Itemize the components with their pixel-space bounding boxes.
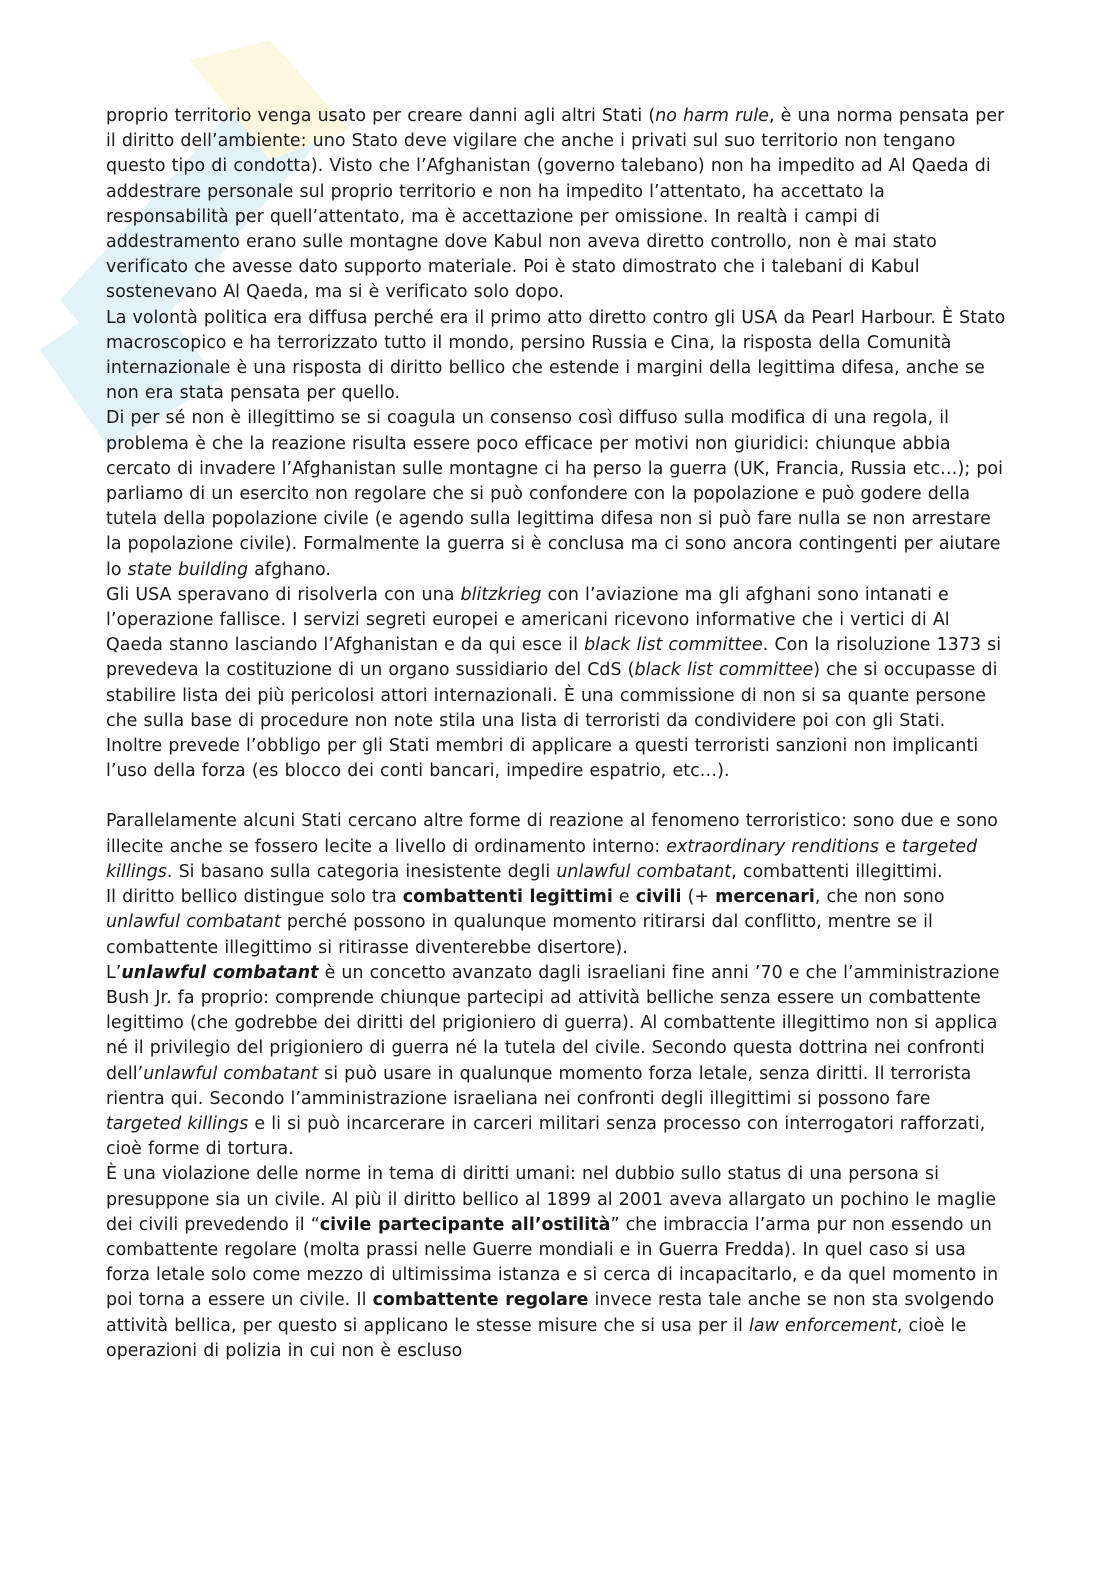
- italic-term: law enforcement: [749, 1315, 897, 1336]
- text-run: È una violazione delle norme in tema di diritti umani: nel dubbio sullo status di una persona si presuppone sia un civile. Al più il diritto bellico al 1899 al 2001 aveva allargato un pochino le maglie dei civili prevedendo il “: [106, 1164, 997, 1235]
- bold-term: civili: [635, 887, 682, 908]
- text-run: e li si può incarcerare in carceri militari senza processo con interrogatori rafforzati, cioè forme di tortura.: [106, 1113, 986, 1160]
- italic-term: state building: [127, 559, 249, 580]
- paragraph: [106, 406, 1006, 582]
- paragraph: [106, 306, 1006, 407]
- bold-term: combattenti legittimi: [402, 887, 613, 908]
- italic-term: unlawful combatant: [143, 1063, 319, 1084]
- text-run: e: [612, 887, 636, 908]
- paragraph: [106, 809, 1006, 885]
- paragraph: [106, 885, 1006, 961]
- italic-term: targeted killings: [106, 836, 978, 882]
- text-run: L’: [106, 962, 122, 983]
- paragraph: [106, 961, 1006, 1163]
- bold-term: mercenari: [715, 887, 815, 908]
- text-run: si può usare in qualunque momento forza letale, senza diritti. Il terrorista rientra qui. Secondo l’amministrazione israeliana nei confronti degli illegittimi si possono fare: [106, 1063, 972, 1109]
- text-run: ” che imbraccia l’arma pur non essendo un combattente regolare (molta prassi nelle Guerre mondiali e in Guerra Fredda). In quel caso si usa forza letale solo come mezzo di ultimissima istanza e si cerca di incapacitarlo, e da quel momento in poi torna a essere un civile. Il: [106, 1214, 999, 1311]
- italic-term: unlawful combatant: [556, 861, 732, 882]
- text-run: e: [879, 836, 902, 857]
- bold-term: civile partecipante all’ostilità: [319, 1214, 611, 1235]
- italic-term: targeted killings: [106, 1113, 249, 1134]
- paragraph: [106, 104, 1006, 306]
- paragraph: [106, 583, 1006, 785]
- text-run: Gli USA speravano di risolverla con una: [106, 584, 461, 605]
- italic-term: blitzkrieg: [460, 584, 542, 605]
- italic-term: extraordinary renditions: [666, 836, 880, 857]
- italic-term: black list committee: [584, 635, 763, 656]
- paragraph: [106, 1162, 1006, 1364]
- text-run: Parallelamente alcuni Stati cercano altre forme di reazione al fenomeno terroristico: sono due e sono illecite anche se fossero lecite a livello di ordinamento interno:: [106, 811, 998, 857]
- text-run: , che non sono: [814, 887, 945, 908]
- text-run: Di per sé non è illegittimo se si coagula un consenso così diffuso sulla modifica di una regola, il problema è che la reazione risulta essere poco efficace per motivi non giuridici: chiunque abbia cercato di invadere l’Afghanistan sulle montagne ci ha perso la guerra (UK, Francia, Russia etc…); poi parliamo di un esercito non regolare che si può confondere con la popolazione e può godere della tutela della popolazione civile (e agendo sulla legittima difesa non si può fare nulla se non arrestare la popolazione civile). Formalmente la guerra si è conclusa ma ci sono ancora contingenti per aiutare lo: [106, 408, 1003, 580]
- text-run: con l’aviazione ma gli afghani sono intanati e l’operazione fallisce. I servizi segreti europei e americani ricevono informative che i vertici di Al Qaeda stanno lasciando l’Afghanistan e da qui esce il: [106, 584, 950, 656]
- italic-term: unlawful combatant: [106, 912, 281, 933]
- italic-term: no harm rule: [655, 106, 770, 126]
- text-run: perché possono in qualunque momento ritirarsi dal conflitto, mentre se il combattente illegittimo si ritirasse diventerebbe disertore).: [106, 912, 933, 958]
- text-run: è un concetto avanzato dagli israeliani fine anni ’70 e che l’amministrazione Bush Jr. fa proprio: comprende chiunque partecipi ad attività belliche senza essere un combattente legittimo (che godrebbe dei diritti del prigioniero di guerra). Al combattente illegittimo non si applica né il privilegio del prigioniero di guerra né la tutela del civile. Secondo questa dottrina nei confronti dell’: [106, 962, 1000, 1084]
- text-run: , cioè le operazioni di polizia in cui non è escluso: [106, 1315, 967, 1361]
- bold-italic-term: unlawful combatant: [121, 962, 319, 983]
- text-run: invece resta tale anche se non sta svolgendo attività bellica, per questo si applicano le stesse misure che si usa per il: [106, 1290, 995, 1336]
- text-run: afghano.: [248, 559, 331, 580]
- text-run: ) che si occupasse di stabilire lista dei più pericolosi attori internazionali. È una commissione di non si sa quante persone che sulla base di procedure non note stila una lista di terroristi da condividere poi con gli Stati. Inoltre prevede l’obbligo per gli Stati membri di applicare a questi terroristi sanzioni non implicanti l’uso della forza (es blocco dei conti bancari, impedire espatrio, etc…).: [106, 660, 998, 782]
- document-body: [106, 104, 1006, 1364]
- italic-term: black list committee: [634, 660, 814, 681]
- text-run: , combattenti illegittimi.: [731, 861, 943, 882]
- text-run: La volontà politica era diffusa perché era il primo atto diretto contro gli USA da Pearl Harbour. È Stato macroscopico e ha terrorizzato tutto il mondo, persino Russia e Cina, la risposta della Comunità internazionale è una risposta di diritto bellico che estende i margini della legittima difesa, anche se non era stata pensata per quello.: [106, 307, 1006, 404]
- text-run: (+: [681, 887, 716, 908]
- text-run: . Si basano sulla categoria inesistente degli: [166, 861, 557, 882]
- text-run: proprio territorio venga usato per creare danni agli altri Stati (: [106, 106, 656, 126]
- text-run: . Con la risoluzione 1373 si prevedeva la costituzione di un organo sussidiario del CdS (: [106, 635, 1002, 681]
- bold-term: combattente regolare: [372, 1290, 589, 1311]
- text-run: , è una norma pensata per il diritto dell’ambiente: uno Stato deve vigilare che anche i privati sul suo territorio non tengano questo tipo di condotta). Visto che l’Afghanistan (governo talebano) non ha impedito ad Al Qaeda di addestrare personale sul proprio territorio e non ha impedito l’attentato, ha accettato la responsabilità per quell’attentato, ma è accettazione per omissione. In realtà i campi di addestramento erano sulle montagne dove Kabul non aveva diretto controllo, non è mai stato verificato che avesse dato supporto materiale. Poi è stato dimostrato che i talebani di Kabul sostenevano Al Qaeda, ma si è verificato solo dopo.: [106, 106, 1005, 303]
- text-run: Il diritto bellico distingue solo tra: [106, 887, 403, 908]
